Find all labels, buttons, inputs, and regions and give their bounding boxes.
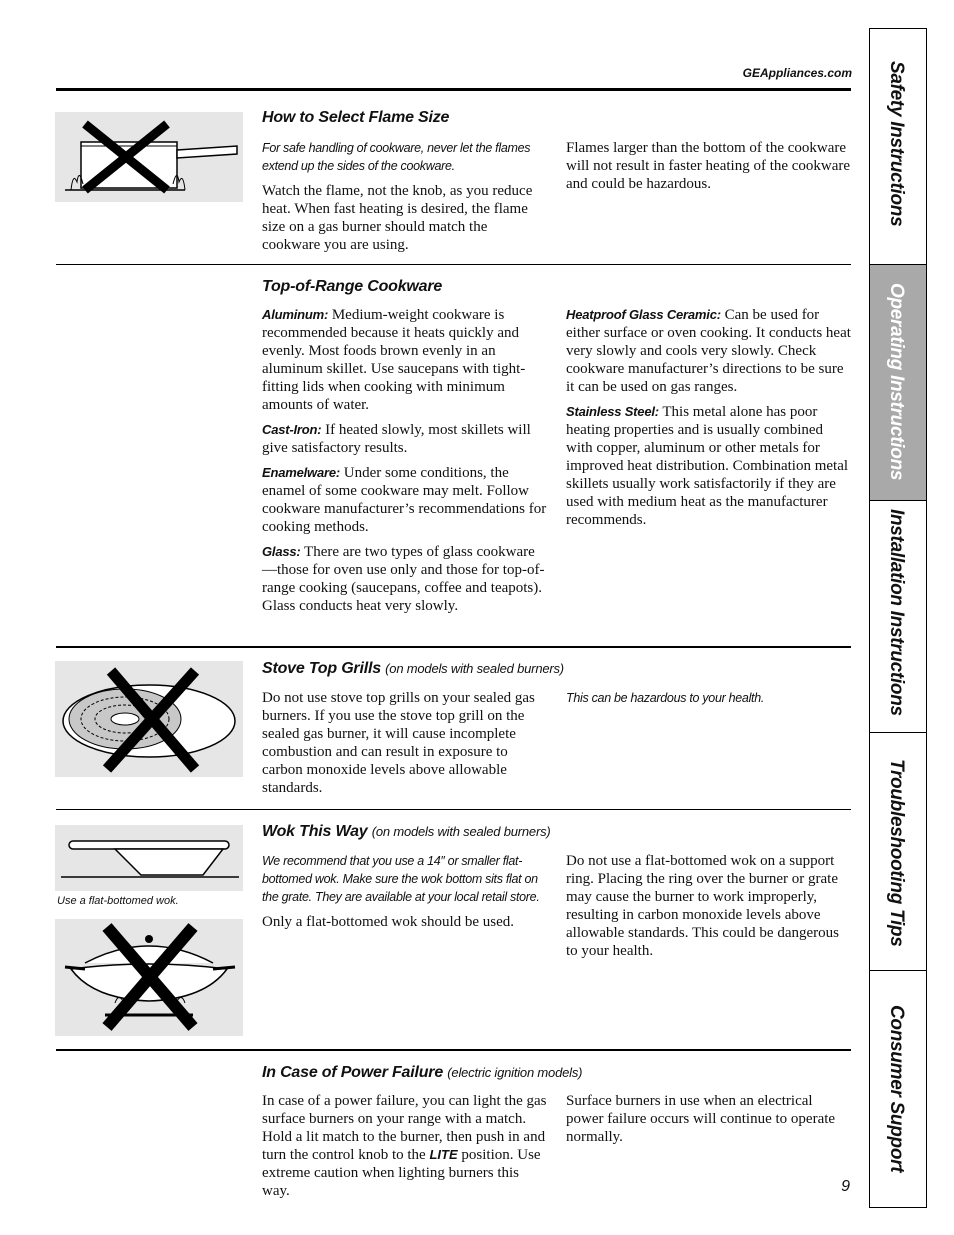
section-divider <box>56 264 851 265</box>
section-divider <box>56 809 851 810</box>
section-title-grills <box>262 660 564 678</box>
flame-right-text: Flames larger than the bottom of the cookware will not result in faster heating of the cookware and could be hazardous. <box>566 140 851 192</box>
section-title-power-failure <box>262 1064 582 1082</box>
wok-right-column <box>566 852 851 967</box>
flame-size-illustration <box>55 112 243 202</box>
power-subtitle: (electric ignition models) <box>447 1065 583 1080</box>
power-text-before: In case of a power failure, you can light the gas surface burners on your range with a match. Hold a lit match to the burner, then push in and turn the control knob to the <box>262 1093 547 1163</box>
tab-consumer-support[interactable] <box>870 971 926 1207</box>
grills-hazard-note: This can be hazardous to your health. <box>566 691 765 705</box>
castiron-paragraph <box>262 421 547 457</box>
website-url: GEAppliances.com <box>742 66 852 80</box>
flame-right-column <box>566 139 851 200</box>
grills-right-column <box>566 689 851 714</box>
lite-label: LITE <box>429 1147 458 1162</box>
power-title: In Case of Power Failure <box>262 1064 444 1081</box>
wok-body-text: Only a flat-bottomed wok should be used. <box>262 914 515 930</box>
cookware-left-column <box>262 306 547 622</box>
enamel-text: Under some conditions, the enamel of some cookware may melt. Follow cookware manufacturer’s recommendations for cooking methods. <box>262 465 547 535</box>
power-left-column <box>262 1092 547 1207</box>
steel-text: This metal alone has poor heating properties and is usually combined with copper, aluminum or other metals for improved heat distribution. Combination metal skillets usually work satisfactorily if they are used with medium heat as the manufacturer recommends. <box>566 404 849 528</box>
wok-subtitle: (on models with sealed burners) <box>371 824 551 839</box>
steel-term: Stainless Steel: <box>566 404 659 419</box>
flame-left-column <box>262 139 547 261</box>
tab-label: Consumer Support <box>886 1005 907 1173</box>
tab-label: Troubleshooting Tips <box>886 759 907 947</box>
glass-text: There are two types of glass cookware—those for oven use only and those for top-of-range cooking (saucepans, coffee and teapots). Glass conducts heat very slowly. <box>262 544 545 614</box>
flame-warning-note: For safe handling of cookware, never let the flames extend up the sides of the cookware. <box>262 141 531 173</box>
tab-label: Operating Instructions <box>886 283 907 481</box>
wok-caption: Use a flat-bottomed wok. <box>57 895 179 907</box>
ceramic-text: Can be used for either surface or oven cooking. It conducts heat very slowly and cools very slowly. Check cookware manufacturer’s directions to be sure it can be used on gas ranges. <box>566 307 851 395</box>
glass-term: Glass: <box>262 544 301 559</box>
section-divider <box>56 646 851 648</box>
flat-wok-illustration <box>55 825 243 891</box>
section-title-cookware: Top-of-Range Cookware <box>262 278 443 295</box>
power-right-column <box>566 1092 851 1153</box>
section-title-flame-size: How to Select Flame Size <box>262 109 450 126</box>
grills-subtitle: (on models with sealed burners) <box>385 661 564 676</box>
tab-operating-instructions[interactable] <box>870 265 926 501</box>
tab-troubleshooting-tips[interactable] <box>870 733 926 971</box>
wok-right-text: Do not use a flat-bottomed wok on a support ring. Placing the ring over the burner or grate may cause the burner to work improperly, resulting in carbon monoxide levels above allowable standards. This could be dangerous to your health. <box>566 853 839 959</box>
wok-title: Wok This Way <box>262 823 368 840</box>
grills-left-column <box>262 689 547 804</box>
castiron-text: If heated slowly, most skillets will give satisfactory results. <box>262 422 531 456</box>
tab-safety-instructions[interactable] <box>870 29 926 265</box>
cookware-right-column <box>566 306 851 536</box>
section-title-wok <box>262 823 551 841</box>
power-body-text <box>262 1092 547 1200</box>
page-number: 9 <box>841 1178 850 1195</box>
power-right-text: Surface burners in use when an electrical power failure occurs will continue to operate normally. <box>566 1093 836 1145</box>
wok-recommend-note: We recommend that you use a 14″ or smaller flat-bottomed wok. Make sure the wok bottom sits flat on the grate. They are available at your local retail store. <box>262 854 540 904</box>
grills-title: Stove Top Grills <box>262 660 381 677</box>
power-text-after: position. Use extreme caution when lighting burners this way. <box>262 1147 541 1199</box>
stove-grill-illustration <box>55 661 243 777</box>
section-divider <box>56 1049 851 1051</box>
grills-body-text: Do not use stove top grills on your sealed gas burners. If you use the stove top grill on the sealed gas burner, it will cause incomplete combustion and can result in exposure to carbon monoxide levels above allowable standards. <box>262 690 535 796</box>
glass-paragraph <box>262 543 547 615</box>
tab-label: Safety Instructions <box>886 61 907 227</box>
aluminum-term: Aluminum: <box>262 307 329 322</box>
top-rule <box>56 88 851 91</box>
tab-label: Installation Instructions <box>886 509 907 716</box>
aluminum-text: Medium-weight cookware is recommended because it heats quickly and evenly. Most foods brown evenly in an aluminum skillet. Use saucepans with tight-fitting lids when cooking with minimum amounts of water. <box>262 307 526 413</box>
castiron-term: Cast-Iron: <box>262 422 322 437</box>
section-tabs <box>869 28 927 1208</box>
flame-body-text: Watch the flame, not the knob, as you reduce heat. When fast heating is desired, the flame size on a gas burner should match the cookware you are using. <box>262 183 533 253</box>
enamel-term: Enamelware: <box>262 465 341 480</box>
wok-left-column <box>262 852 547 938</box>
aluminum-paragraph <box>262 306 547 414</box>
enamel-paragraph <box>262 464 547 536</box>
wok-ring-illustration <box>55 919 243 1036</box>
steel-paragraph <box>566 403 851 529</box>
ceramic-term: Heatproof Glass Ceramic: <box>566 307 721 322</box>
tab-installation-instructions[interactable] <box>870 501 926 733</box>
ceramic-paragraph <box>566 306 851 396</box>
